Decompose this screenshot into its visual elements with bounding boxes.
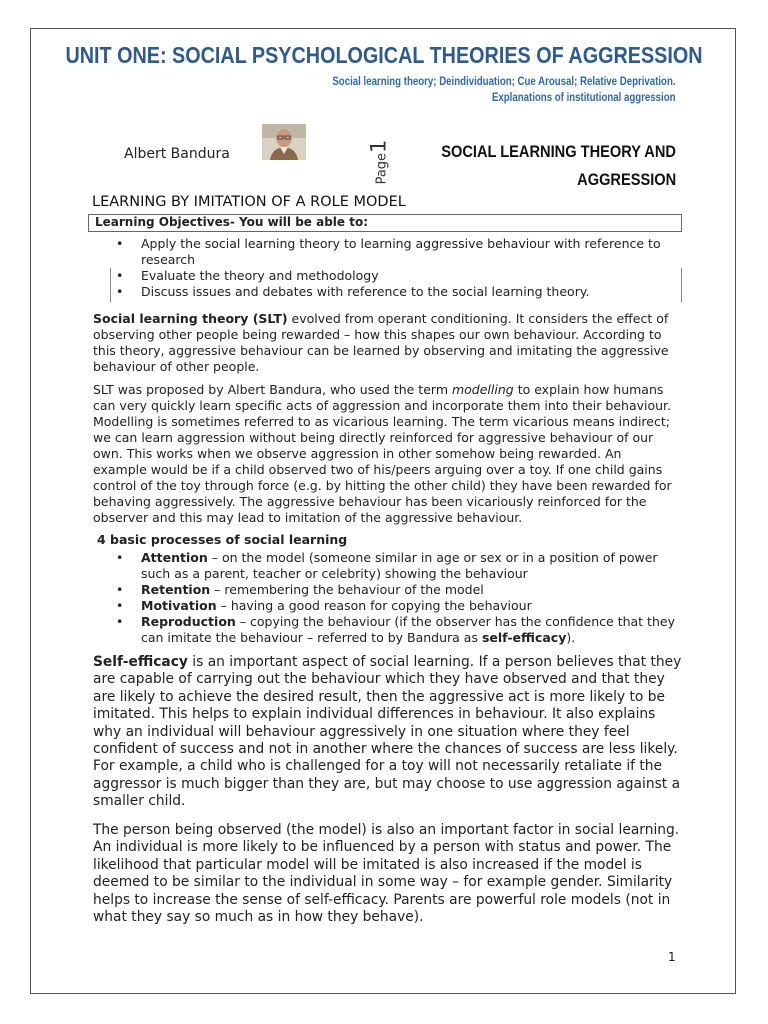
process-item-retention: [116, 582, 676, 598]
unit-title: UNIT ONE: SOCIAL PSYCHOLOGICAL THEORIES OF AGGRESSION: [65, 42, 703, 68]
paragraph-slt-intro-text: evolved from operant conditioning. It considers the effect of observing other people being rewarded – how this shapes our own behaviour. According to this theory, aggressive behaviour can be learned by observing and imitating the aggressive behaviour of other people.: [93, 311, 669, 374]
paragraph-modelling: [93, 382, 678, 526]
paragraph-modelling-rest: to explain how humans can very quickly learn specific acts of aggression and incorporate them into their behaviour. Modelling is sometimes referred to as vicarious learning. The term vicarious means indirect; we can learn aggression without being directly reinforced for aggressive behaviour of our own. This works when we observe aggression in other somehow being rewarded. An example would be if a child observed two of his/peers arguing over a toy. If one child gains control of the toy through force (e.g. by hitting the other child) they have been rewarded for behaving aggressively. The aggressive behaviour has been vicariously reinforced for the observer and this may lead to imitation of the aggressive behaviour.: [93, 382, 672, 525]
objectives-heading: Learning Objectives- You will be able to:: [95, 215, 368, 229]
objectives-right-rule: [681, 268, 682, 302]
objectives-list: [116, 236, 671, 300]
process-term: Reproduction: [141, 614, 236, 629]
process-text: – on the model (someone similar in age or sex or in a position of power such as a parent, teacher or celebrity) showing the behaviour: [141, 550, 658, 581]
paragraph-self-efficacy: [93, 654, 683, 811]
term-slt: Social learning theory (SLT): [93, 311, 288, 326]
process-text: – having a good reason for copying the behaviour: [216, 598, 532, 613]
process-term: Attention: [141, 550, 208, 565]
paragraph-modelling-start: SLT was proposed by Albert Bandura, who used the term: [93, 382, 452, 397]
process-text: – copying the behaviour (if the observer has the confidence that they can imitate the behaviour – referred to by Bandura as: [141, 614, 675, 645]
process-text: – remembering the behaviour of the model: [210, 582, 484, 597]
process-text-end: ).: [566, 630, 576, 645]
term-modelling: modelling: [451, 382, 514, 397]
subtitle-topics: Social learning theory; Deindividuation; Cue Arousal; Relative Deprivation.: [332, 76, 676, 88]
processes-list: [116, 550, 676, 646]
portrait-photo: [262, 124, 306, 160]
process-item-reproduction: [116, 614, 676, 646]
objective-item: • Discuss issues and debates with reference to the social learning theory.: [116, 284, 671, 300]
person-name: Albert Bandura: [124, 146, 230, 162]
processes-title: 4 basic processes of social learning: [97, 532, 348, 547]
objective-item: • Apply the social learning theory to learning aggressive behaviour with reference to research: [116, 236, 671, 268]
term-self-efficacy-lead: Self-efficacy: [93, 654, 188, 670]
process-item-attention: [116, 550, 676, 582]
process-term: Motivation: [141, 598, 217, 613]
page-label-text: Page: [374, 152, 390, 185]
page-number: 1: [668, 950, 676, 964]
section-title: LEARNING BY IMITATION OF A ROLE MODEL: [92, 194, 406, 210]
objective-item: • Evaluate the theory and methodology: [116, 268, 671, 284]
paragraph-self-efficacy-text: is an important aspect of social learning. If a person believes that they are capable of carrying out the behaviour which they have observed and that they are likely to achieve the desired result, then the aggressive act is more likely to be imitated. This helps to explain individual differences in behaviour. It also explains why an individual will behaviour aggressively in one situation where they feel confident of success and not in another where the chances of success are less likely. For example, a child who is challenged for a toy will not necessarily retaliate if the aggressor is much bigger than they are, but may choose to use aggression against a smaller child.: [93, 654, 682, 810]
topic-heading-line2: AGGRESSION: [576, 170, 676, 189]
subtitle-institutional: Explanations of institutional aggression: [492, 92, 676, 104]
term-self-efficacy: self-efficacy: [481, 630, 567, 645]
page-label: [366, 140, 390, 185]
page-label-number: 1: [366, 139, 391, 153]
topic-heading-line1: SOCIAL LEARNING THEORY AND: [441, 142, 676, 161]
objectives-left-rule: [110, 268, 111, 302]
paragraph-role-model: The person being observed (the model) is also an important factor in social learning. An individual is more likely to be influenced by a person with status and power. The likelihood that particular model will be imitated is also increased if the model is deemed to be similar to the individual in some way – for example gender. Similarity helps to increase the sense of self-efficacy. Parents are powerful role models (not in what they say so much as in how they behave).: [93, 822, 680, 926]
process-term: Retention: [141, 582, 211, 597]
paragraph-slt-intro: [93, 311, 678, 375]
process-item-motivation: [116, 598, 676, 614]
